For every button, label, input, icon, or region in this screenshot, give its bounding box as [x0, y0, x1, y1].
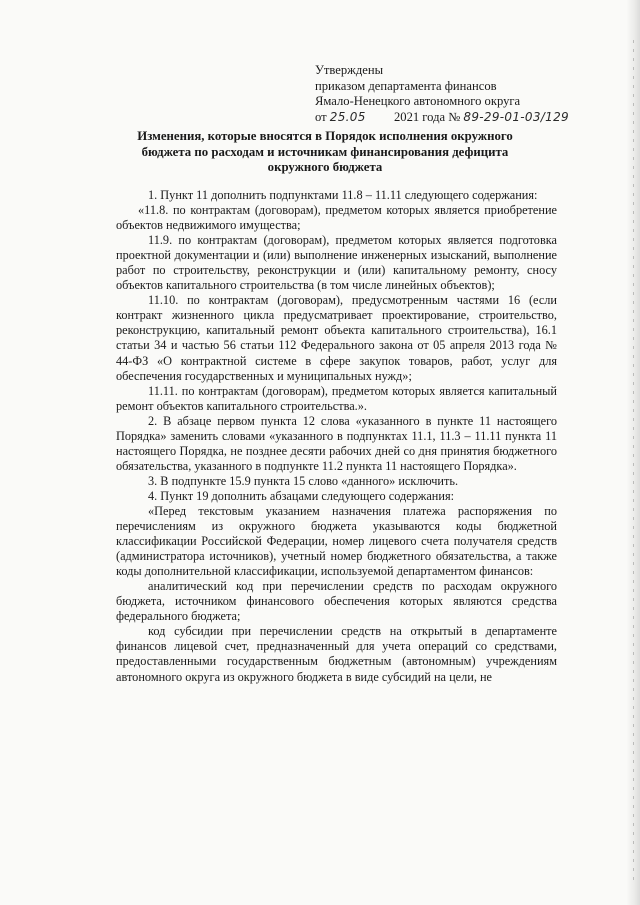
paragraph-1: 1. Пункт 11 дополнить подпунктами 11.8 – 11.11 следующего содержания:	[148, 188, 538, 202]
approval-line-3: Ямало-Ненецкого автономного округа	[315, 94, 521, 109]
paragraph-5: 11.11. по контрактам (договорам), предметом которых является капитальный ремонт объектов капитального строительства.».	[116, 383, 557, 413]
date-prefix: от	[315, 109, 327, 124]
year-text: 2021 года №	[393, 109, 461, 124]
paragraph-2: «11.8. по контрактам (договорам), предметом которых является приобретение объектов недвижимого имущества;	[116, 203, 557, 233]
paragraph-10: аналитический код при перечислении средств по расходам окружного бюджета, источником финансового обеспечения которых являются средства федерального бюджета;	[116, 579, 557, 624]
paragraph-3: 11.9. по контрактам (договорам), предметом которых является подготовка проектной документации и (или) выполнение инженерных изысканий, выполнение работ по строительству, реконструкции и (или) капитальному ремонту, сносу объектов капитального строительства (в том числе линейных объектов);	[116, 233, 557, 293]
approval-block	[315, 63, 615, 125]
document-body	[116, 188, 557, 685]
paragraph-8: 4. Пункт 19 дополнить абзацами следующего содержания:	[148, 488, 455, 503]
paragraph-11: код субсидии при перечислении средств на открытый в департаменте финансов лицевой счет, предназначенный для учета операций со средствами, предоставленными государственным бюджетным (автономным) учреждениям автономного округа из окружного бюджета в виде субсидий на цели, не	[116, 624, 557, 684]
paragraph-4: 11.10. по контрактам (договорам), предусмотренным частями 16 (если контракт жизненного цикла предусматривает проектирование, строительство, реконструкцию, капитальный ремонт объекта капитального строительства), 16.1 статьи 34 и частью 56 статьи 112 Федерального закона от 05 апреля 2013 года № 44-ФЗ «О контрактной системе в сфере закупок товаров, работ, услуг для обеспечения государственных и муниципальных нужд»;	[116, 293, 557, 383]
handwritten-order-number: 89-29-01-03/129	[463, 109, 569, 124]
approval-line-2: приказом департамента финансов	[315, 78, 497, 93]
paragraph-6: 2. В абзаце первом пункта 12 слова «указанного в пункте 11 настоящего Порядка» заменить словами «указанного в подпунктах 11.1, 11.3 – 11.11 пункта 11 настоящего Порядка, не позднее десяти рабочих дней со дня принятия бюджетного обязательства, указанного в подпункте 11.2 пункта 11 настоящего Порядка».	[116, 413, 557, 473]
approval-line-1: Утверждены	[315, 63, 384, 77]
handwritten-date: 25.05	[329, 109, 366, 124]
paragraph-9: «Перед текстовым указанием назначения платежа распоряжения по перечислениям из окружного бюджета указываются коды бюджетной классификации Российской Федерации, номер лицевого счета получателя средств (администратора источников), учетный номер бюджетного обязательства, а также коды дополнительной классификации, используемой департаментом финансов:	[116, 503, 557, 579]
document-title: Изменения, которые вносятся в Порядок исполнения окружного бюджета по расходам и источникам финансирования дефицита окружного бюджета	[137, 129, 513, 175]
scan-edge-marks	[633, 40, 634, 880]
paragraph-7: 3. В подпункте 15.9 пункта 15 слово «данного» исключить.	[148, 473, 459, 488]
approval-date-line	[315, 110, 615, 126]
